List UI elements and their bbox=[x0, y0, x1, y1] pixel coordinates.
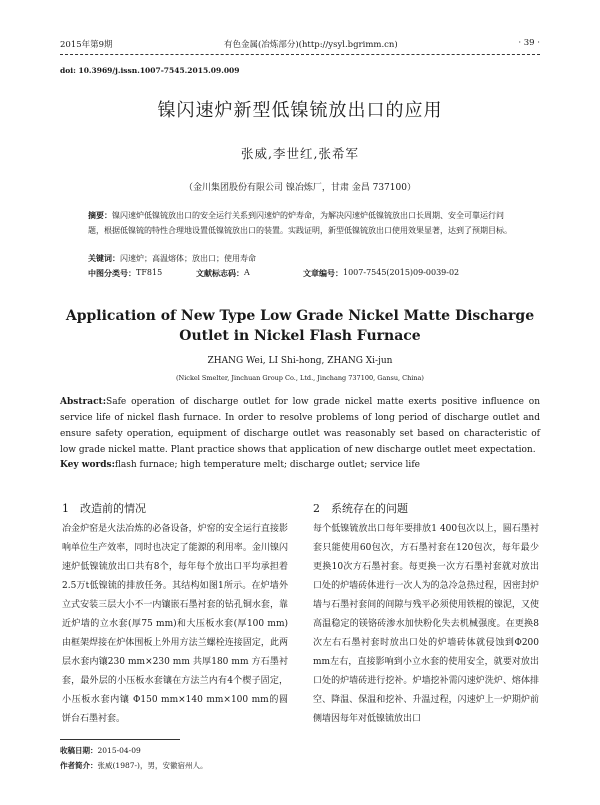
authors-chinese: 张威,李世红,张希军 bbox=[241, 146, 359, 161]
header-rule bbox=[60, 54, 540, 55]
running-header bbox=[60, 38, 540, 52]
section2-heading: 2 系统存在的问题 bbox=[313, 502, 408, 515]
abstract-english-label: Abstract: bbox=[60, 397, 107, 407]
title-english-line1: Application of New Type Low Grade Nickel Matte Discharge bbox=[65, 308, 535, 324]
abstract-chinese-label: 摘要： bbox=[88, 210, 112, 220]
keywords-english bbox=[60, 460, 540, 470]
header-page-number: · 39 · bbox=[518, 38, 540, 48]
header-issue: 2015年第9期 bbox=[60, 40, 113, 50]
title-english-line2: Outlet in Nickel Flash Furnace bbox=[179, 328, 421, 344]
keywords-chinese bbox=[88, 253, 516, 264]
document-code: 文献标志码： A bbox=[196, 268, 250, 278]
abstract-english bbox=[60, 394, 540, 458]
clc-number: 中图分类号： TF815 bbox=[88, 268, 163, 278]
title-chinese: 镍闪速炉新型低镍锍放出口的应用 bbox=[157, 100, 443, 121]
affiliation-chinese: （金川集团股份有限公司 镍冶炼厂，甘肃 金昌 737100） bbox=[184, 183, 416, 193]
authors-english: ZHANG Wei, LI Shi-hong, ZHANG Xi-jun bbox=[207, 356, 393, 366]
doi: doi: 10.3969/j.issn.1007-7545.2015.09.009 bbox=[60, 66, 240, 75]
keywords-english-text: flash furnace; high temperature melt; discharge outlet; service life bbox=[114, 460, 420, 470]
author-bio: 作者简介：张威(1987-)，男，安徽宿州人。 bbox=[60, 761, 208, 770]
keywords-english-label: Key words: bbox=[60, 460, 115, 470]
affiliation-english: (Nickel Smelter, Jinchuan Group Co., Ltd., Jinchang 737100, Gansu, China) bbox=[176, 374, 424, 382]
header-journal: 有色金属(冶炼部分)(http://ysyl.bgrimm.cn) bbox=[224, 40, 398, 50]
classification-line bbox=[88, 268, 516, 280]
abstract-english-text: Safe operation of discharge outlet for low grade nickel matte exerts positive influence on service life of nickel flash furnace. In order to resolve problems of long period of discharge outlet and ensure safety operation, equipment of discharge outlet was reasonably set based on characteristic of low grade nickel matte. Plant practice shows that application of new discharge outlet meet expectation. bbox=[60, 397, 540, 455]
footnote-rule bbox=[60, 739, 180, 740]
received-date: 收稿日期：2015-04-09 bbox=[60, 746, 141, 755]
title-english bbox=[0, 306, 600, 346]
abstract-chinese-text: 镍闪速炉低镍锍放出口的安全运行关系到闪速炉的炉寿命，为解决闪速炉低镍锍放出口长周期、安全可靠运行问题，根据低镍锍的特性合理地设置低镍锍放出口的装置。实践证明，新型低镍锍放出口使用效果显著，达到了预期目标。 bbox=[88, 211, 512, 235]
section2-body: 每个低镍锍放出口每年要排放1 400包次以上，圆石墨衬套只能使用60包次，方石墨衬套在120包次，每年最少更换10次方石墨衬套。每更换一次方石墨衬套就对放出口处的炉墙砖体进行一次人为的急冷急热过程，因密封炉墙与石墨衬套间的间隙与残平必须使用铁棍的镍泥，又使高温稳定的镁铬砖渗水加快粉化失去机械强度。在更换8次左右石墨衬套时放出口处的炉墙砖体就侵蚀到Φ200 mm左右，直接影响到小立水套的使用安全，就要对放出口处的炉墙砖进行挖补。炉墙挖补需闪速炉洗炉、熔体排空、降温、保温和挖补、升温过程，闪速炉上一炉期炉前侧墙因每年对低镍锍放出口 bbox=[313, 524, 539, 724]
section1-heading: 1 改造前的情况 bbox=[62, 502, 146, 515]
keywords-chinese-label: 关键词： bbox=[88, 253, 120, 263]
abstract-chinese bbox=[88, 208, 516, 238]
article-number: 文章编号： 1007-7545(2015)09-0039-02 bbox=[303, 268, 460, 278]
keywords-chinese-text: 闪速炉；高温熔体；放出口；使用寿命 bbox=[120, 254, 256, 263]
section1-body: 冶金炉窑是火法冶炼的必备设备，炉窑的安全运行直接影响单位生产效率，同时也决定了能源的利用率。金川镍闪速炉低镍锍放出口共有8个，每年每个放出口平均承担着2.5万t低镍锍的排放任务。其结构如图1所示。在炉墙外立式安装三层大小不一内镶嵌石墨衬套的钻孔铜水套，靠近炉墙的立水套(厚75 mm)和大压板水套(厚100 mm)由框架焊接在炉体围板上外用方法兰螺栓连接固定，此两层水套内镶230 mm×230 mm 共厚180 mm 方石墨衬套，最外层的小压板水套镶在方法兰内有4个楔子固定，小压板水套内镶 Φ150 mm×140 mm×100 mm的圆饼台石墨衬套。 bbox=[62, 524, 288, 724]
